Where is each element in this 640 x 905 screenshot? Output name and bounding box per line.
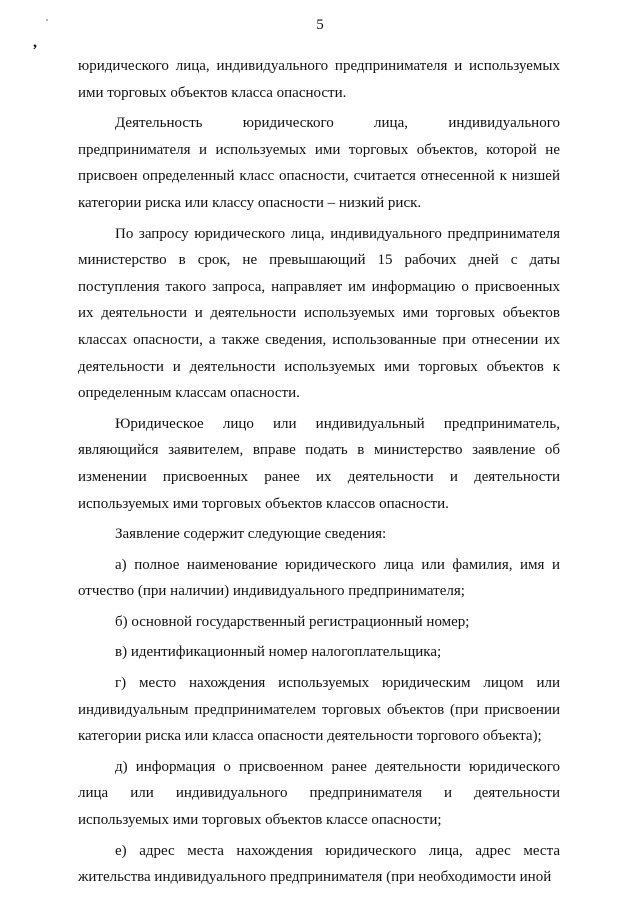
list-item-a: а) полное наименование юридического лица или фамилия, имя и отчество (при наличии) индивидуального предпринимателя;: [78, 556, 560, 600]
paragraph-2: Деятельность юридического лица, индивидуального предпринимателя и используемых ими торговых объектов, которой не присвоен определенный класс опасности, считается отнесенной к низшей категории риска или классу опасности – низкий риск.: [78, 115, 560, 211]
list-item-d: д) информация о присвоенном ранее деятельности юридического лица или индивидуального предпринимателя и деятельности используемых ими торговых объектов классе опасности;: [78, 758, 560, 829]
list-item-e: е) адрес места нахождения юридического лица, адрес места жительства индивидуального предпринимателя (при необходимости иной: [78, 842, 560, 886]
margin-dot-mark: ˙: [45, 16, 49, 30]
paragraph-1: юридического лица, индивидуального предпринимателя и используемых ими торговых объектов класса опасности.: [78, 58, 560, 101]
page-number: 5: [316, 17, 324, 33]
paragraph-5: Заявление содержит следующие сведения:: [115, 526, 387, 543]
list-item-b: б) основной государственный регистрационный номер;: [115, 613, 470, 630]
margin-comma-mark: ,: [33, 34, 37, 51]
paragraph-4: Юридическое лицо или индивидуальный предприниматель, являющийся заявителем, вправе подать в министерство заявление об изменении присвоенных ранее их деятельности и деятельности используемых ими торговых объектов классов опасности.: [78, 415, 560, 512]
list-item-v: в) идентификационный номер налогоплательщика;: [115, 644, 442, 661]
document-body: [78, 53, 560, 891]
paragraph-3: По запросу юридического лица, индивидуального предпринимателя министерство в срок, не превышающий 15 рабочих дней с даты поступления такого запроса, направляет им информацию о присвоенных их деятельности и деятельности используемых ими торговых объектов классах опасности, а также сведения, использованные при отнесении их деятельности и деятельности используемых ими торговых объектов к определенным классам опасности.: [78, 225, 560, 402]
list-item-g: г) место нахождения используемых юридическим лицом или индивидуальным предпринимателем торговых объектов (при присвоении категории риска или класса опасности деятельности торгового объекта);: [78, 675, 560, 745]
